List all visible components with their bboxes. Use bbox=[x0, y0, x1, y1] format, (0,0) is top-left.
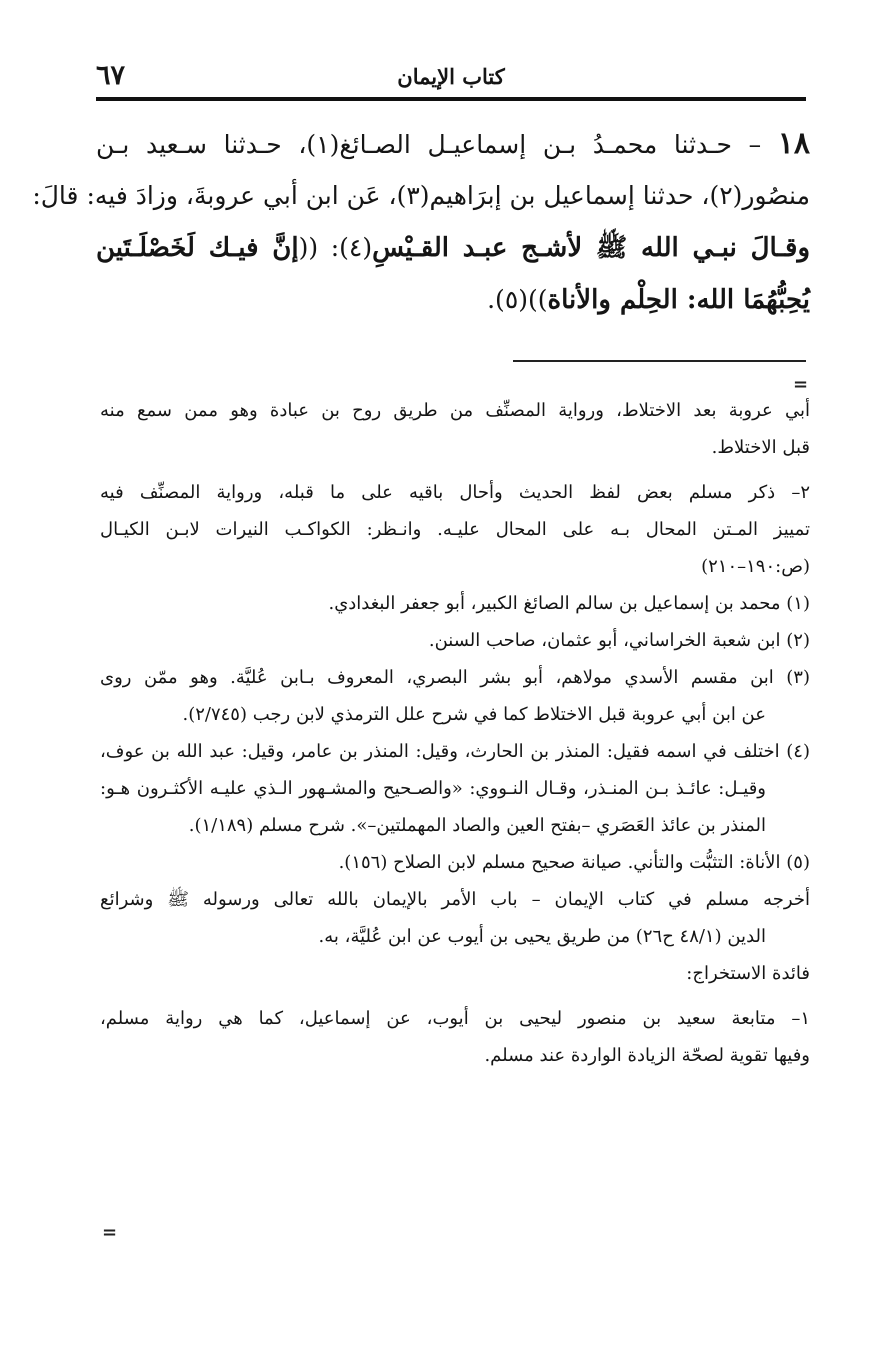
quote-open: (٤): (( bbox=[298, 233, 373, 262]
footnote-line: قبل الاختلاط. bbox=[711, 437, 810, 458]
footnote-5: (٥) الأناة: التثبُّت والتأني. صيانة صحيح مسلم لابن الصلاح (١٥٦). bbox=[338, 852, 810, 873]
hadith-line-text: – حـدثنا محمـدُ بـن إسماعيـل الصـائغ(١)، حـدثنا سـعيد بـن bbox=[96, 130, 778, 159]
chapter-title: كتاب الإيمان bbox=[397, 64, 505, 89]
footnote-4-cont: المنذر بن عائذ العَصَري –بفتح العين والصاد المهملتين–». شرح مسلم (١/١٨٩). bbox=[188, 815, 766, 836]
footnote-line: (ص:١٩٠–٢١٠) bbox=[701, 556, 810, 577]
hadith-line bbox=[96, 222, 810, 274]
prophet-quote-end: يُحِبُّهُمَا الله: الحِلْم والأناة bbox=[547, 285, 810, 315]
footnote-4: (٤) اختلف في اسمه فقيل: المنذر بن الحارث، وقيل: المنذر بن عامر، وقيل: عبد الله بن عوف، bbox=[100, 741, 810, 762]
quote-close: ))(٥). bbox=[487, 285, 548, 314]
hadith-line: منصُور(٢)، حدثنا إسماعيل بن إبرَاهيم(٣)، عَن ابن أبي عروبةَ، وزادَ فيه: قالَ: bbox=[32, 181, 810, 210]
footnote-3: (٣) ابن مقسم الأسدي مولاهم، أبو بشر البصري، المعروف بـابن عُليَّة. وهو ممّن روى bbox=[100, 667, 810, 688]
footnote-4-cont: وقيـل: عائـذ بـن المنـذر، وقـال النـووي: «والصـحيح والمشـهور الـذي عليـه الأكثـرون هـو: bbox=[100, 778, 766, 799]
continuation-mark: = bbox=[793, 374, 809, 395]
hadith-text bbox=[32, 118, 811, 326]
footnote-line: تمييز المـتن المحال بـه على المحال عليـه. وانـظر: الكواكـب النيرات لابـن الكيـال bbox=[100, 519, 810, 540]
takhrij-line: وفيها تقوية لصحّة الزيادة الواردة عند مسلم. bbox=[484, 1045, 810, 1066]
footnote-1: (١) محمد بن إسماعيل بن سالم الصائغ الكبير، أبو جعفر البغدادي. bbox=[328, 593, 810, 614]
footnote-separator bbox=[513, 360, 806, 362]
istikhraj-heading: فائدة الاستخراج: bbox=[686, 963, 810, 984]
hadith-line bbox=[96, 118, 810, 170]
footnote-3-cont: عن ابن أبي عروبة قبل الاختلاط كما في شرح علل الترمذي لابن رجب (٢/٧٤٥). bbox=[182, 704, 766, 725]
takhrij-line: الدين (٤٨/١ ح٢٦) من طريق يحيى بن أيوب عن ابن عُليَّة، به. bbox=[318, 926, 766, 947]
header-rule bbox=[96, 97, 806, 101]
takhrij-line: ١– متابعة سعيد بن منصور ليحيى بن أيوب، عن إسماعيل، كما هي رواية مسلم، bbox=[100, 1008, 810, 1029]
takhrij-line: أخرجه مسلم في كتاب الإيمان – باب الأمر بالإيمان بالله تعالى ورسوله ﷺ وشرائع bbox=[100, 889, 810, 910]
footnote-2: (٢) ابن شعبة الخراساني، أبو عثمان، صاحب السنن. bbox=[428, 630, 810, 651]
page-number: ٦٧ bbox=[96, 60, 126, 91]
footnote-line: ٢– ذكر مسلم بعض لفظ الحديث وأحال باقيه على ما قبله، ورواية المصنِّف فيه bbox=[100, 482, 811, 503]
continuation-mark: = bbox=[102, 1222, 118, 1243]
prophet-speech-intro: وقـالَ نبـي الله ﷺ لأشـج عبـد القـيْسِ bbox=[372, 233, 810, 263]
hadith-line bbox=[96, 274, 810, 326]
prophet-quote-part: إنَّ فيـك لَخَصْلَـتَين bbox=[96, 233, 299, 263]
hadith-number: ١٨ bbox=[777, 126, 811, 161]
footnote-line: أبي عروبة بعد الاختلاط، ورواية المصنِّف من طريق روح بن عبادة وهو ممن سمع منه bbox=[100, 400, 810, 421]
running-header bbox=[96, 56, 806, 96]
footnotes bbox=[100, 392, 810, 1074]
